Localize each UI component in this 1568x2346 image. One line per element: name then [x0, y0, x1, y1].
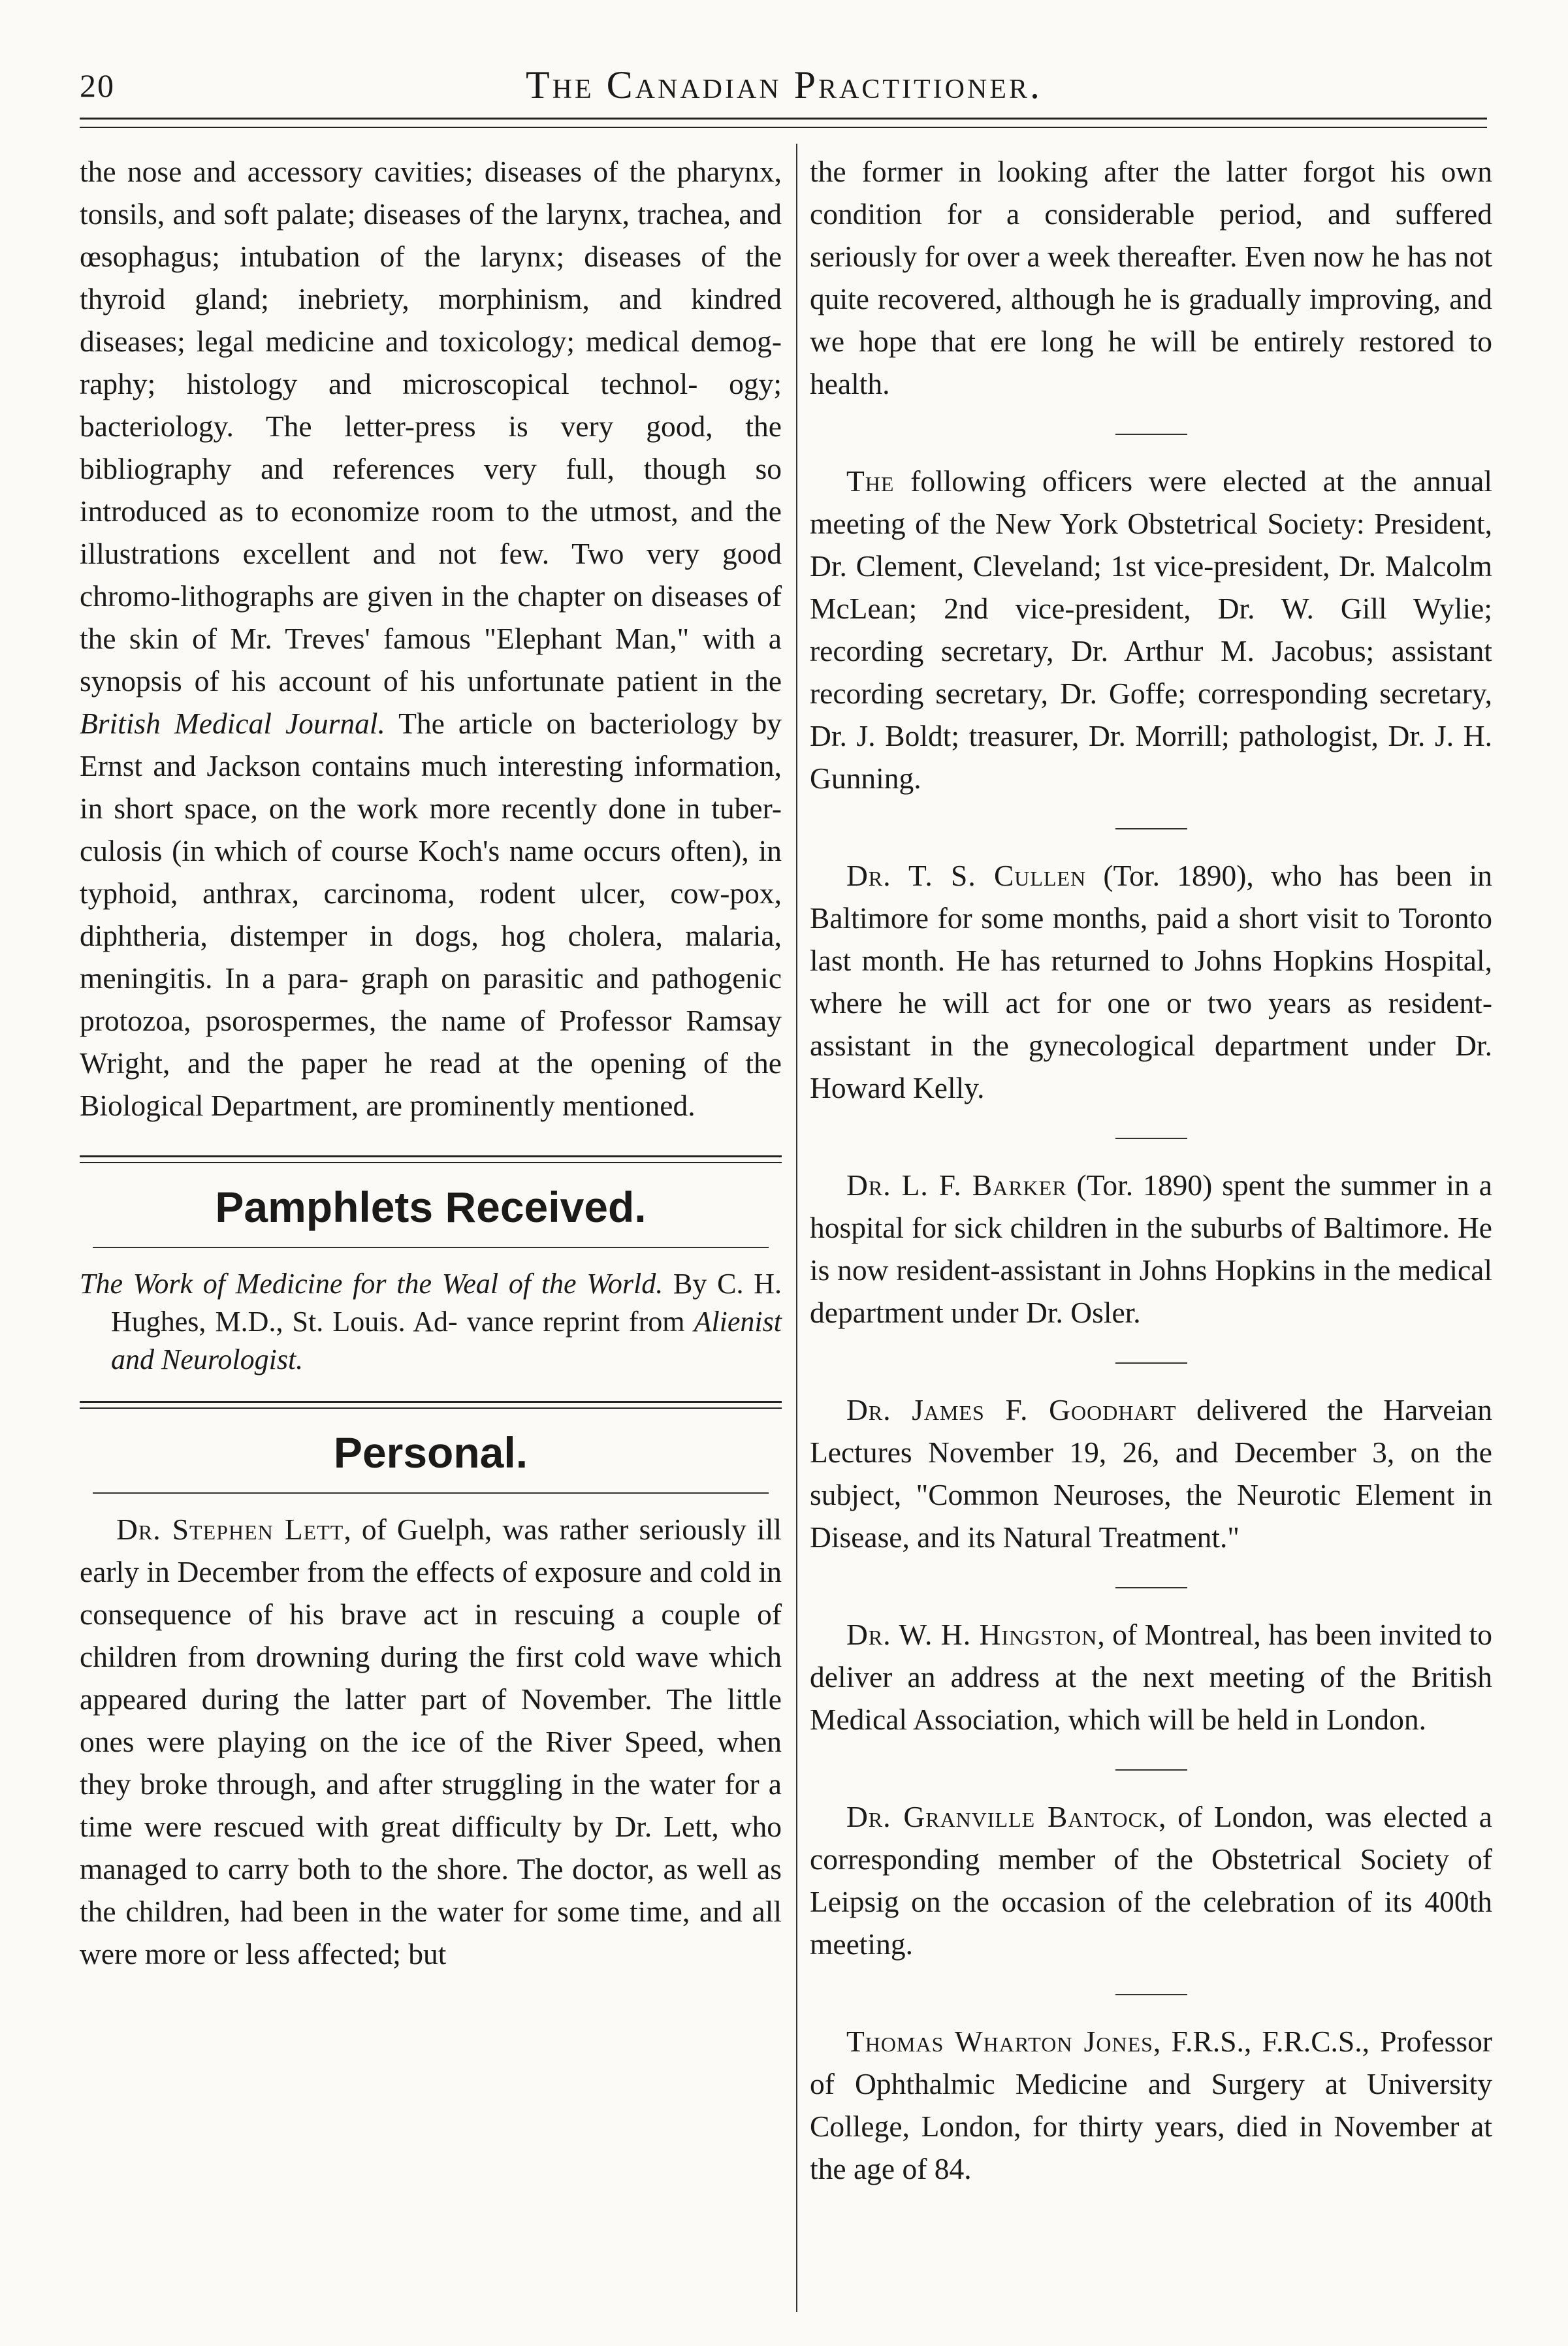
text-fragment: The	[385, 707, 445, 740]
text-line: Wright, and the paper he read at the opening	[80, 1046, 686, 1080]
item-separator	[1115, 434, 1187, 435]
text-line: legal medicine and toxicology; medical demog-	[196, 325, 782, 358]
text-line: the larynx, trachea, and œsophagus; intubation	[80, 197, 782, 273]
person-name: Thomas Wharton Jones	[846, 2025, 1153, 2058]
item-text: (Tor. 1890), who has been in Baltimore for some months, paid a short visit to Toronto last month. He has returned to Johns Hopkins Hospital, where he will act for one or two years as resident-assistant in the gynecological department under Dr. Howard Kelly.	[810, 859, 1492, 1104]
text-line: contains much interesting information, in short	[80, 749, 782, 825]
text-line: hog cholera, malaria, meningitis. In a para-	[80, 919, 782, 995]
section-rule	[80, 1401, 782, 1409]
text-line: of the Biological Department, are prominently	[80, 1046, 782, 1122]
text-line: raphy; histology and microscopical technol-	[80, 367, 698, 400]
text-line: the nose and accessory cavities; diseases of the	[80, 155, 666, 188]
personal-item-goodhart	[810, 1389, 1492, 1558]
text-line: not few. Two very good chromo-lithographs	[80, 537, 782, 613]
item-separator	[1115, 1138, 1187, 1139]
item-separator	[1115, 1362, 1187, 1364]
text-line: culosis (in which of course Koch's name occurs	[80, 834, 661, 867]
left-column	[80, 150, 782, 1975]
person-name: Dr. James F. Goodhart	[846, 1393, 1177, 1426]
item-text: , F.R.S., F.R.C.S., Professor of Ophthalmic Medicine and Surgery at University College, London, for thirty years, died in November at the age of 84.	[810, 2025, 1492, 2185]
heading-rule	[93, 1492, 769, 1494]
pamphlet-citation	[80, 1265, 782, 1379]
text-line: inebriety, morphinism, and kindred diseases;	[80, 282, 782, 358]
item-separator	[1115, 1994, 1187, 1995]
item-text: , of Guelph, was rather seriously ill early in December from the effects of exposure and cold in consequence of his brave act in rescuing a couple of children from drowning during the first cold wave which appeared during the latter part of November. The little ones were playing on the ice of the River Speed, when they broke through, and after struggling in the water for a time were rescued with great difficulty by Dr. Lett, who managed to carry both to the shore. The doctor, as well as the children, had been in the water for some time, and all were more or less affected; but	[80, 1513, 782, 1970]
column-divider	[796, 144, 797, 2312]
personal-heading: Personal.	[333, 1428, 528, 1477]
page-number: 20	[80, 67, 115, 104]
text-line: though so introduced as to economize room to	[80, 452, 782, 528]
text-line: of the larynx; diseases of the thyroid gland;	[80, 240, 782, 315]
text-line: mentioned.	[562, 1089, 696, 1122]
pamphlet-note: vance reprint from	[466, 1306, 694, 1338]
running-head	[0, 60, 1568, 119]
text-line: ogy; bacteriology. The letter-press is very	[80, 367, 782, 443]
journal-citation: British Medical Journal.	[80, 707, 385, 740]
pamphlet-source: Alienist and Neurologist.	[111, 1306, 782, 1375]
text-line: article on bacteriology by Ernst and Jackson	[80, 707, 782, 782]
header-rule	[80, 118, 1487, 120]
item-separator	[1115, 1769, 1187, 1771]
person-name: Dr. Granville Bantock	[846, 1800, 1159, 1833]
text-line: the utmost, and the illustrations excellent and	[80, 494, 782, 570]
section-rule	[80, 1155, 782, 1163]
text-line: of Mr. Treves' famous "Elephant Man," with a	[192, 622, 782, 655]
text-line: graph on parasitic and pathogenic protozoa,	[80, 961, 782, 1037]
item-text: (Tor. 1890) spent the summer in a hospital for sick children in the suburbs of Baltimore. He is now resident-assistant in Johns Hopkins in the medical department under Dr. Osler.	[810, 1168, 1492, 1329]
review-continuation	[80, 150, 782, 1127]
lett-continuation: the former in looking after the latter forgot his own condition for a considerable period, and suffered seriously for over a week thereafter. Even now he has not quite recovered, although he is gradually improving, and we hope that ere long he will be entirely restored to health.	[810, 155, 1492, 400]
text-fragment: patient in the	[616, 664, 782, 698]
text-line: psorospermes, the name of Professor Ramsay	[205, 1004, 782, 1037]
item-separator	[1115, 1587, 1187, 1588]
text-line: ulcer, cow-pox, diphtheria, distemper in dogs,	[80, 876, 782, 952]
item-separator	[1115, 828, 1187, 829]
item-text: , of London, was elected a corresponding member of the Obstetrical Society of Leipsig on the occasion of the celebration of its 400th meeting.	[810, 1800, 1492, 1961]
person-name: Dr. T. S. Cullen	[846, 859, 1087, 892]
header-rule	[80, 127, 1487, 128]
pamphlet-title: The Work of Medicine for the Weal of the World.	[80, 1268, 664, 1300]
text-line: space, on the work more recently done in tuber-	[184, 792, 782, 825]
person-name: Dr. L. F. Barker	[846, 1168, 1067, 1202]
lead-word: The	[846, 464, 895, 498]
item-text: delivered the Harveian Lectures November 19, 26, and December 3, on the subject, "Common Neuroses, the Neurotic Element in Disease, and its Natural Treatment."	[810, 1393, 1492, 1554]
text-line: synopsis of his account of his unfortunate	[80, 664, 605, 698]
personal-item-barker	[810, 1164, 1492, 1334]
personal-item-hingston	[810, 1613, 1492, 1741]
right-column	[810, 150, 1492, 2190]
personal-item-jones	[810, 2020, 1492, 2190]
pamphlet-author: By C. H. Hughes, M.D., St. Louis. Ad-	[111, 1268, 782, 1338]
pamphlet-entry	[80, 1265, 782, 1379]
item-text: following officers were elected at the annual meeting of the New York Obstetrical Society: President, Dr. Clement, Cleveland; 1st vice-president, Dr. Malcolm McLean; 2nd vice-president, Dr. W. Gill Wylie; recording secretary, Dr. Arthur M. Jacobus; assistant recording secretary, Dr. Goffe; corresponding secretary, Dr. J. Boldt; treasurer, Dr. Morrill; pathologist, Dr. J. H. Gunning.	[810, 464, 1492, 795]
pamphlets-heading: Pamphlets Received.	[215, 1183, 647, 1231]
personal-item-lett	[80, 1508, 782, 1975]
journal-title: The Canadian Practitioner.	[526, 63, 1042, 106]
person-name: Dr. W. H. Hingston	[846, 1618, 1098, 1651]
item-text: , of Montreal, has been invited to deliver an address at the next meeting of the British Medical Association, which will be held in London.	[810, 1618, 1492, 1736]
personal-item-officers	[810, 460, 1492, 799]
personal-item-bantock	[810, 1795, 1492, 1965]
text-line: often), in typhoid, anthrax, carcinoma, rodent	[80, 834, 782, 910]
text-line: good, the bibliography and references very full,	[80, 410, 782, 485]
text-line: are given in the chapter on diseases of the skin	[80, 579, 782, 655]
person-name: Dr. Stephen Lett	[116, 1513, 344, 1546]
text-line: pharynx, tonsils, and soft palate; diseases of	[80, 155, 782, 231]
personal-item-cullen	[810, 854, 1492, 1109]
heading-rule	[93, 1247, 769, 1248]
